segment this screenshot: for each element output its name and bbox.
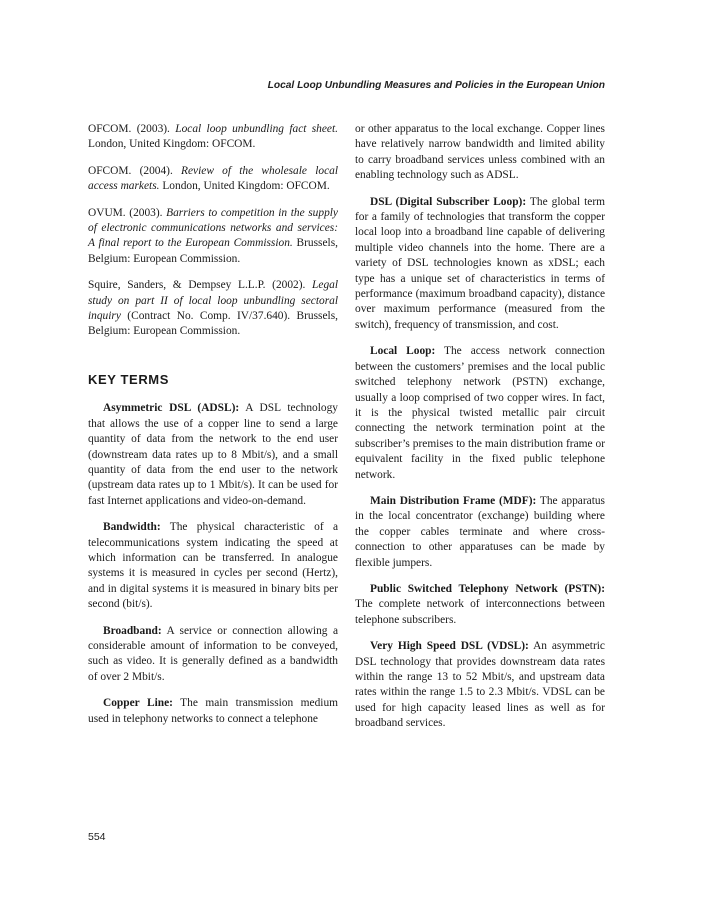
reference-entry: OVUM. (2003). Barriers to competition in the supply of electronic communications networks and services: A final report to the European Commission. Brussels, Belgium: European Commission.: [88, 206, 338, 265]
reference-entry: OFCOM. (2004). Review of the wholesale local access markets. London, United Kingdom: OFCOM.: [88, 164, 338, 193]
left-column: [88, 122, 338, 738]
page-number: 554: [88, 831, 106, 843]
key-term-vdsl: Very High Speed DSL (VDSL): An asymmetric DSL technology that provides downstream data rates within the range 13 to 52 Mbit/s, and upstream data rates within the range 1.5 to 2.3 Mbit/s. VDSL can be used for high capacity leased lines as well as for broadband services.: [355, 640, 605, 730]
running-header: Local Loop Unbundling Measures and Policies in the European Union: [267, 80, 605, 91]
key-term-dsl: DSL (Digital Subscriber Loop): The global term for a family of technologies that transform the copper local loop into a broadband line capable of delivering multiple video channels into the home. There are a variety of DSL technologies known as xDSL; each type has a unique set of characteristics in terms of performance (maximum broadband capacity), distance over maximum performance (measured from the switch), frequency of transmission, and cost.: [355, 195, 605, 331]
reference-entry: Squire, Sanders, & Dempsey L.L.P. (2002). Legal study on part II of local loop unbundling sectoral inquiry (Contract No. Comp. IV/37.640). Brussels, Belgium: European Commission.: [88, 279, 338, 338]
key-terms-heading: KEY TERMS: [88, 371, 170, 387]
reference-entry: OFCOM. (2003). Local loop unbundling fact sheet. London, United Kingdom: OFCOM.: [88, 123, 338, 151]
key-term-bandwidth: Bandwidth: The physical characteristic of a telecommunications system indicating the speed at which information can be transferred. In analogue systems it is measured in cycles per second (Hertz), and in digital systems it is measured in binary bits per second (bit/s).: [88, 521, 338, 611]
key-term-mdf: Main Distribution Frame (MDF): The apparatus in the local concentrator (exchange) building where the copper cables terminate and where cross-connection to other apparatuses can be made by flexible jumpers.: [355, 494, 605, 569]
right-column: [355, 122, 605, 743]
continued-definition: or other apparatus to the local exchange. Copper lines have relatively narrow bandwidth and limited ability to carry broadband services unless combined with an enabling technology such as ADSL.: [355, 123, 605, 182]
key-term-local-loop: Local Loop: The access network connection between the customers’ premises and the local public switched telephony network (PSTN) exchange, usually a loop comprised of two copper wires. In fact, it is the physical twisted metallic pair circuit connecting the network termination point at the subscriber’s premises to the main distribution frame or equivalent facility in the fixed public telephone network.: [355, 345, 605, 481]
key-term-adsl: Asymmetric DSL (ADSL): A DSL technology that allows the use of a copper line to send a large quantity of data from the network to the end user (downstream data rates up to 8 Mbit/s), and a small quantity of data from the end user to the network (upstream data rates up to 1 Mbit/s). It can be used for fast Internet applications and video-on-demand.: [88, 402, 338, 507]
key-term-copper-line: Copper Line: The main transmission medium used in telephony networks to connect a telephone: [88, 697, 338, 725]
key-term-pstn: Public Switched Telephony Network (PSTN): The complete network of interconnections between telephone subscribers.: [355, 582, 605, 626]
key-term-broadband: Broadband: A service or connection allowing a considerable amount of information to be conveyed, such as video. It is generally defined as a bandwidth of over 2 Mbit/s.: [88, 624, 338, 683]
